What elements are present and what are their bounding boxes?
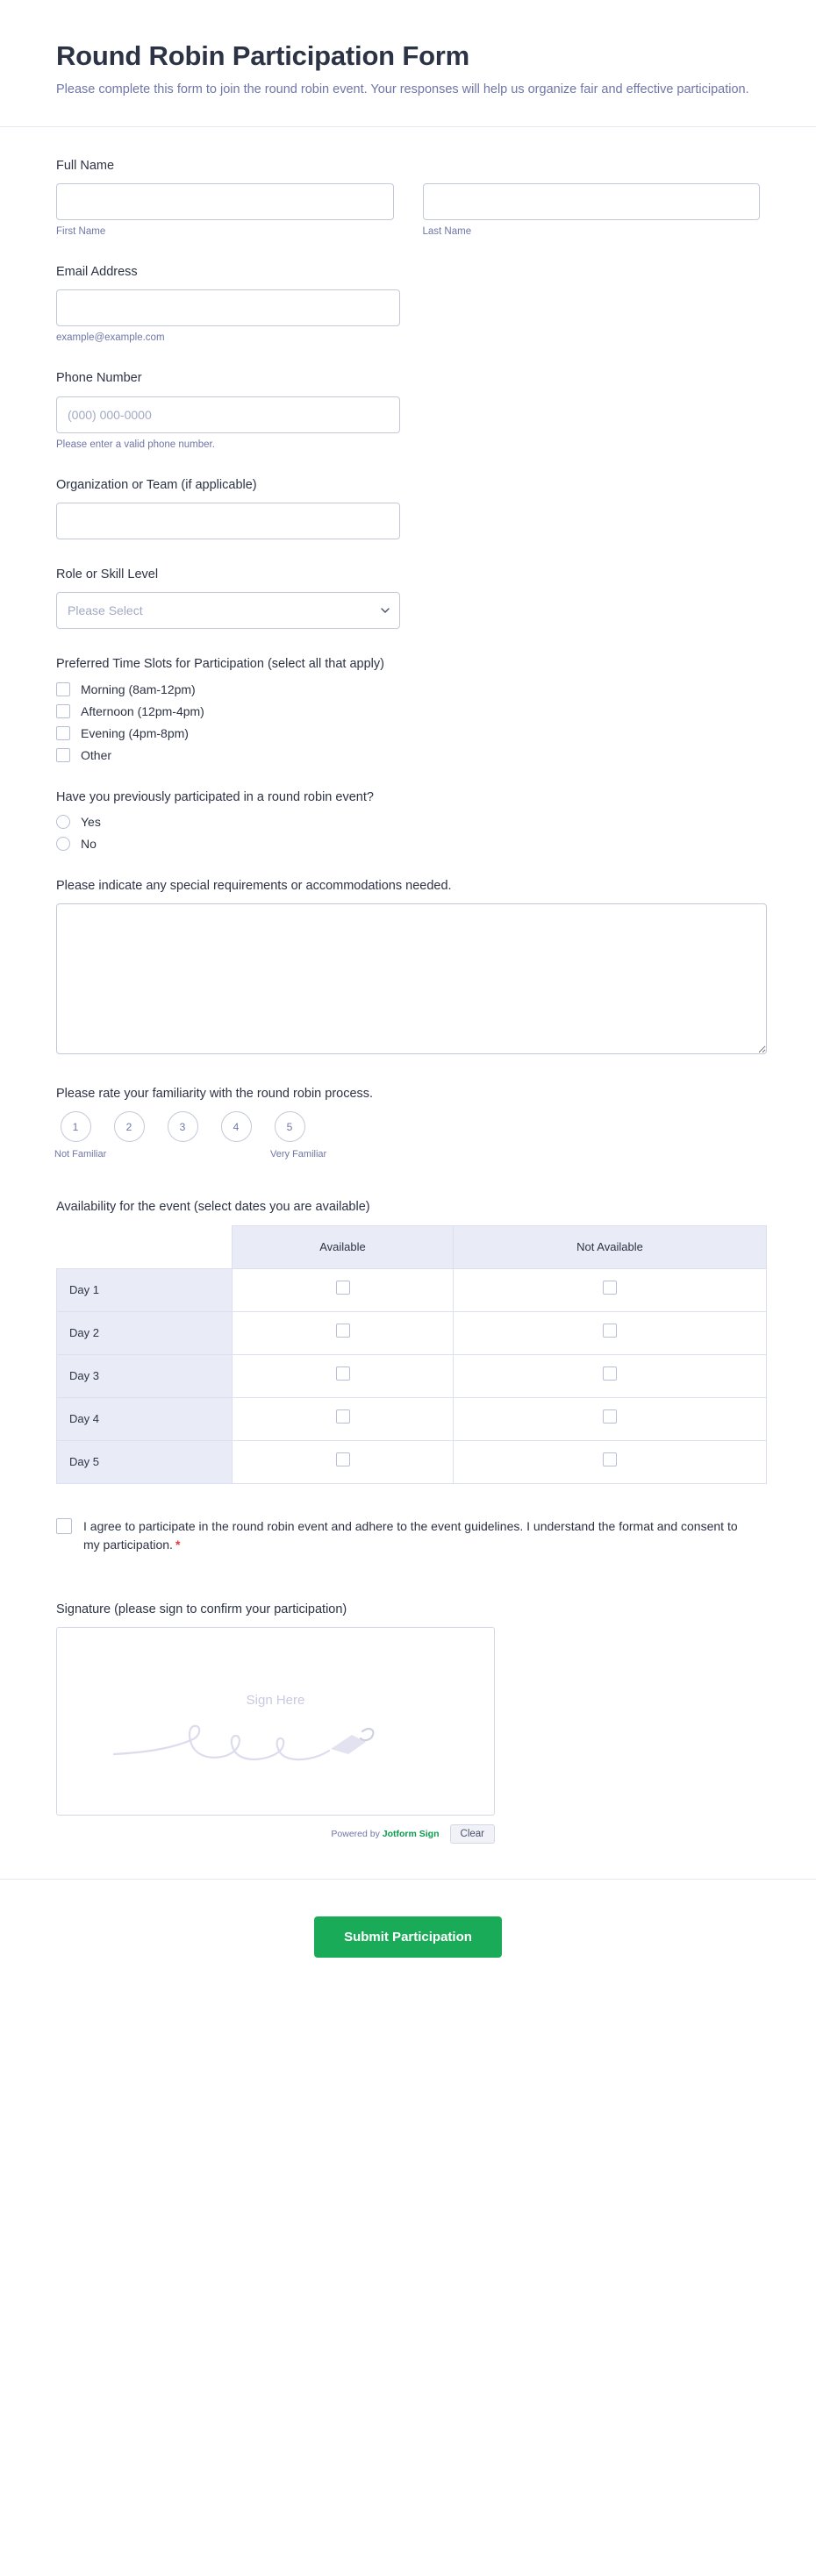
consent-checkbox-icon[interactable]	[56, 1518, 72, 1534]
scale-low-caption: Not Familiar	[54, 1149, 107, 1160]
page-title: Round Robin Participation Form	[56, 40, 470, 71]
matrix-cell-not-available[interactable]	[454, 1311, 767, 1354]
scale-item-3	[163, 1111, 202, 1160]
field-special-requirements	[56, 877, 760, 1059]
first-name-col	[56, 183, 394, 237]
email-field[interactable]	[56, 289, 400, 326]
matrix-cell-available[interactable]	[233, 1354, 454, 1397]
scale-option-4[interactable]: 4	[221, 1111, 252, 1142]
time-slot-label: Afternoon (12pm-4pm)	[81, 703, 204, 718]
matrix-cell-not-available[interactable]	[454, 1268, 767, 1311]
role-select-wrap	[56, 592, 400, 629]
organization-label: Organization or Team (if applicable)	[56, 477, 257, 492]
scale-option-2[interactable]: 2	[114, 1111, 145, 1142]
time-slot-label: Other	[81, 747, 112, 762]
checkbox-icon[interactable]	[603, 1409, 617, 1424]
last-name-col	[423, 183, 761, 237]
matrix-corner	[57, 1225, 233, 1268]
special-requirements-label: Please indicate any special requirements or accommodations needed.	[56, 878, 452, 893]
matrix-col-available: Available	[233, 1225, 454, 1268]
scale-option-3[interactable]: 3	[168, 1111, 198, 1142]
radio-icon[interactable]	[56, 815, 70, 829]
last-name-sublabel: Last Name	[422, 226, 472, 238]
checkbox-icon[interactable]	[336, 1281, 350, 1295]
scale-item-5	[270, 1111, 327, 1160]
checkbox-icon[interactable]	[336, 1452, 350, 1466]
required-marker: *	[175, 1538, 181, 1552]
first-name-input[interactable]	[56, 183, 394, 220]
checkbox-icon[interactable]	[336, 1409, 350, 1424]
checkbox-icon[interactable]	[56, 726, 70, 740]
time-slot-label: Morning (8am-12pm)	[81, 681, 196, 696]
phone-field[interactable]	[56, 396, 400, 433]
matrix-cell-not-available[interactable]	[454, 1397, 767, 1440]
availability-label: Availability for the event (select dates you are available)	[56, 1200, 370, 1215]
signature-hint: Sign Here	[246, 1693, 305, 1709]
matrix-cell-available[interactable]	[233, 1311, 454, 1354]
table-row	[57, 1268, 767, 1311]
form-header	[0, 0, 816, 127]
field-role	[56, 566, 760, 629]
time-slot-label: Evening (4pm-8pm)	[81, 725, 189, 740]
matrix-row-label: Day 4	[57, 1397, 233, 1440]
full-name-row	[56, 183, 760, 237]
field-familiarity	[56, 1085, 760, 1160]
field-previous-participation	[56, 788, 760, 851]
consent-row[interactable]	[56, 1517, 760, 1555]
matrix-row-label: Day 5	[57, 1440, 233, 1483]
checkbox-icon[interactable]	[336, 1324, 350, 1338]
matrix-row-label: Day 1	[57, 1268, 233, 1311]
clear-signature-button[interactable]: Clear	[450, 1824, 495, 1844]
first-name-sublabel: First Name	[56, 226, 106, 238]
page-subtitle: Please complete this form to join the round robin event. Your responses will help us organize fair and effective participation.	[56, 82, 749, 96]
time-slot-option-other[interactable]	[56, 748, 760, 762]
checkbox-icon[interactable]	[56, 704, 70, 718]
special-requirements-textarea[interactable]	[56, 903, 767, 1054]
matrix-cell-available[interactable]	[233, 1440, 454, 1483]
table-row	[57, 1440, 767, 1483]
signature-footer	[56, 1824, 495, 1844]
signature-label: Signature (please sign to confirm your participation)	[56, 1602, 347, 1617]
availability-matrix	[56, 1225, 767, 1484]
matrix-row-label: Day 3	[57, 1354, 233, 1397]
matrix-col-not-available: Not Available	[454, 1225, 767, 1268]
matrix-row-label: Day 2	[57, 1311, 233, 1354]
previous-option-no[interactable]	[56, 837, 760, 851]
matrix-cell-available[interactable]	[233, 1268, 454, 1311]
submit-button[interactable]: Submit Participation	[314, 1916, 502, 1958]
signature-pad[interactable]	[56, 1627, 495, 1816]
consent-label: I agree to participate in the round robin event and adhere to the event guidelines. I understand the format and consent to my participation.	[83, 1518, 738, 1552]
checkbox-icon[interactable]	[603, 1324, 617, 1338]
field-phone	[56, 369, 760, 449]
scale-high-caption: Very Familiar	[270, 1149, 327, 1160]
matrix-header-row	[57, 1225, 767, 1268]
field-availability	[56, 1198, 760, 1483]
powered-prefix: Powered by	[331, 1829, 380, 1840]
familiarity-label: Please rate your familiarity with the round robin process.	[56, 1087, 374, 1102]
signature-placeholder-icon	[110, 1709, 399, 1779]
checkbox-icon[interactable]	[56, 682, 70, 696]
table-row	[57, 1354, 767, 1397]
phone-sublabel: Please enter a valid phone number.	[56, 439, 215, 450]
last-name-input[interactable]	[423, 183, 761, 220]
field-email	[56, 263, 760, 343]
previous-option-yes[interactable]	[56, 815, 760, 829]
field-organization	[56, 476, 760, 539]
radio-icon[interactable]	[56, 837, 70, 851]
checkbox-icon[interactable]	[603, 1452, 617, 1466]
role-label: Role or Skill Level	[56, 567, 159, 582]
previous-option-label: No	[81, 836, 97, 851]
phone-label: Phone Number	[56, 371, 142, 386]
checkbox-icon[interactable]	[336, 1366, 350, 1381]
previous-option-label: Yes	[81, 814, 101, 829]
powered-brand: Jotform Sign	[382, 1829, 440, 1840]
checkbox-icon[interactable]	[56, 748, 70, 762]
scale-item-4	[217, 1111, 255, 1160]
checkbox-icon[interactable]	[603, 1366, 617, 1381]
powered-by-label	[331, 1829, 439, 1839]
form-body	[0, 127, 816, 1880]
previous-label: Have you previously participated in a round robin event?	[56, 789, 374, 804]
time-slot-option-evening[interactable]	[56, 726, 760, 740]
scale-option-5[interactable]: 5	[275, 1111, 305, 1142]
time-slot-option-morning[interactable]	[56, 682, 760, 696]
role-select[interactable]	[56, 592, 400, 629]
scale-item-2	[110, 1111, 148, 1160]
checkbox-icon[interactable]	[603, 1281, 617, 1295]
organization-field[interactable]	[56, 503, 400, 539]
matrix-cell-available[interactable]	[233, 1397, 454, 1440]
familiarity-scale	[56, 1111, 760, 1160]
email-label: Email Address	[56, 265, 138, 280]
email-sublabel: example@example.com	[56, 332, 165, 344]
consent-text	[83, 1517, 750, 1555]
matrix-cell-not-available[interactable]	[454, 1440, 767, 1483]
full-name-label: Full Name	[56, 158, 115, 173]
scale-item-1	[54, 1111, 107, 1160]
field-signature	[56, 1601, 760, 1844]
time-slot-option-afternoon[interactable]	[56, 704, 760, 718]
submit-area	[0, 1879, 816, 2003]
scale-option-1[interactable]: 1	[61, 1111, 91, 1142]
time-slots-label: Preferred Time Slots for Participation (select all that apply)	[56, 657, 384, 672]
matrix-cell-not-available[interactable]	[454, 1354, 767, 1397]
table-row	[57, 1397, 767, 1440]
table-row	[57, 1311, 767, 1354]
field-full-name	[56, 157, 760, 237]
field-time-slots	[56, 655, 760, 761]
